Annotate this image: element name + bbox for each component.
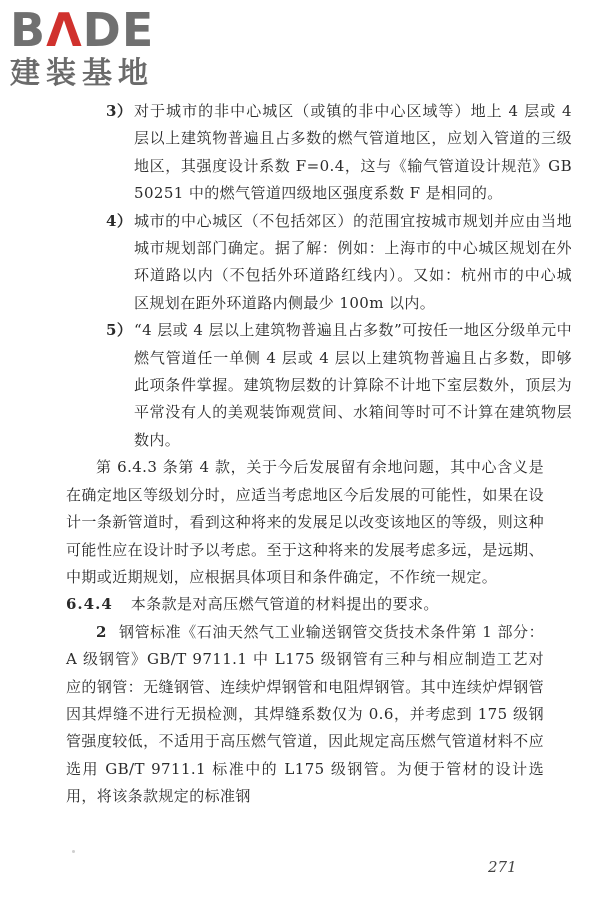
- list-item: [106, 208, 572, 318]
- logo-wordmark: [10, 3, 175, 57]
- list-item-number: 5）: [106, 321, 133, 340]
- scan-speck: [72, 850, 75, 853]
- list-item: [106, 98, 572, 208]
- list-item-text: “4 层或 4 层以上建筑物普遍且占多数”可按任一地区分级单元中燃气管道任一单侧 4 层或 4 层以上建筑物普遍且占多数，即够此项条件掌握。建筑物层数的计算除不计地下室层数外，顶层为平常没有人的美观装饰观赏间、水箱间等时可不计算在建筑物层数内。: [134, 321, 572, 449]
- publisher-logo: [10, 3, 175, 92]
- list-item: [106, 317, 572, 454]
- logo-subtitle: 建装基地: [10, 56, 154, 91]
- sub-clause-number: 2: [96, 622, 107, 641]
- list-item-number: 3）: [106, 102, 133, 120]
- logo-brand-pre: B: [10, 3, 47, 57]
- logo-brand-post: DE: [82, 3, 155, 57]
- list-item-number: 4）: [106, 211, 133, 230]
- section-text: 本条款是对高压燃气管道的材料提出的要求。: [130, 595, 439, 614]
- section-number: 6.4.4: [66, 595, 113, 614]
- list-item-text: 对于城市的非中心城区（或镇的非中心区域等）地上 4 层或 4 层以上建筑物普遍且占多数的燃气管道地区，应划入管道的三级地区，其强度设计系数 F=0.4，这与《输气管道设计规范》GB 50251 中的燃气管道四级地区强度系数 F 是相同的。: [134, 102, 572, 203]
- body-paragraph: 第 6.4.3 条第 4 款，关于今后发展留有余地问题，其中心含义是在确定地区等级划分时，应适当考虑地区今后发展的可能性，如果在设计一条新管道时，看到这种将来的发展足以改变该地区的等级，则这种可能性应在设计时予以考虑。至于这种将来的发展考虑多远，是远期、中期或近期规划，应根据具体项目和条件确定，不作统一规定。: [66, 458, 544, 586]
- sub-clause-text: 钢管标准《石油天然气工业输送钢管交货技术条件第 1 部分：A 级钢管》GB/T 9711.1 中 L175 级钢管有三种与相应制造工艺对应的钢管：无缝钢管、连续炉焊钢管和电阻焊钢管。其中连续炉焊钢管因其焊缝不进行无损检测，其焊缝系数仅为 0.6，并考虑到 175 级钢管强度较低，不适用于高压燃气管道，因此规定高压燃气管道材料不应选用 GB/T 9711.1 标准中的 L175 级钢管。为便于管材的设计选用，将该条款规定的标准钢: [66, 622, 544, 806]
- page-number: 271: [488, 858, 517, 876]
- list-item-text: 城市的中心城区（不包括郊区）的范围宜按城市规划并应由当地城市规划部门确定。据了解：例如：上海市的中心城区规划在外环道路以内（不包括外环道路红线内）。又如：杭州市的中心城区规划在距外环道路内侧最少 100m 以内。: [134, 211, 572, 312]
- section-clause: [66, 591, 544, 618]
- page-body: [66, 98, 572, 811]
- sub-clause: [66, 619, 544, 811]
- logo-brand-accent: Λ: [46, 3, 83, 57]
